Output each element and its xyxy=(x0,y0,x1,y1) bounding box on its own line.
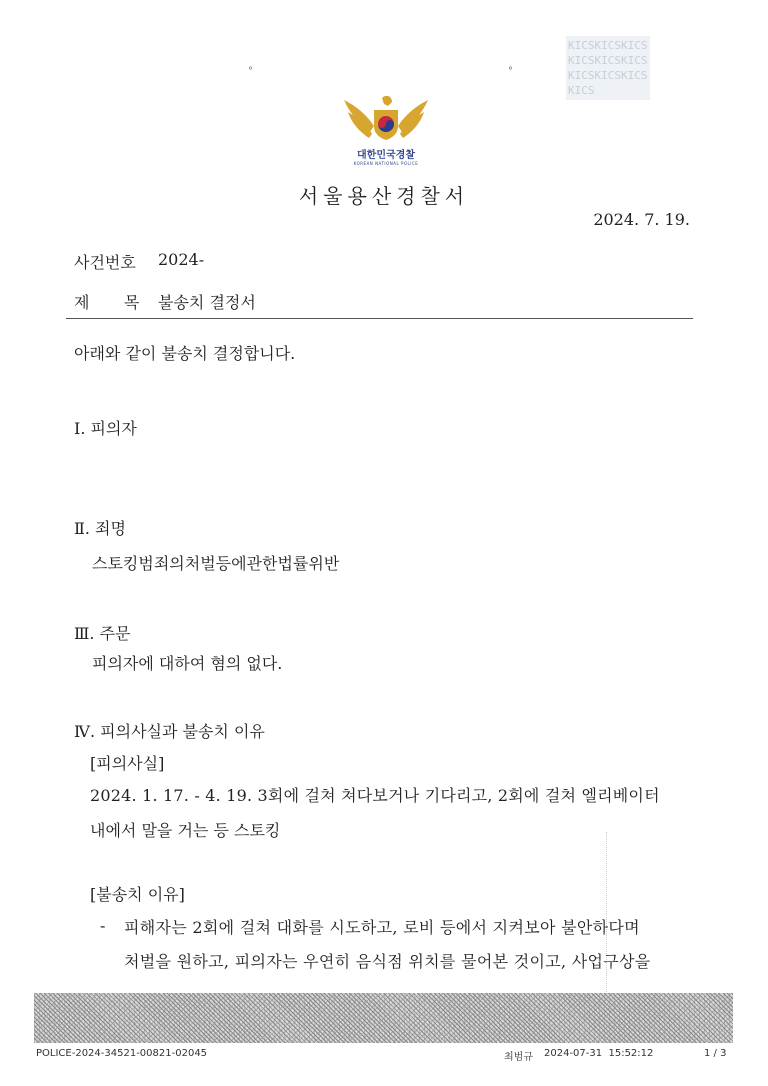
footer-page-number: 1 / 3 xyxy=(704,1048,727,1059)
case-number-value: 2024- xyxy=(158,250,205,269)
facts-label: [피의사실] xyxy=(90,754,165,773)
facts-line-2: 내에서 말을 거는 등 스토킹 xyxy=(90,821,281,840)
emblem-subtitle: KOREAN NATIONAL POLICE xyxy=(353,161,419,166)
facts-line-1: 2024. 1. 17. - 4. 19. 3회에 걸쳐 쳐다보거나 기다리고, 2회에 걸쳐 엘리베이터 xyxy=(90,786,660,805)
emblem-name: 대한민국경찰 xyxy=(357,150,415,161)
section-3-body: 피의자에 대하여 혐의 없다. xyxy=(92,654,283,673)
case-number-label: 사건번호 xyxy=(74,253,136,272)
footer-security-pattern xyxy=(34,993,733,1043)
mark-dot-right: ° xyxy=(508,66,513,77)
header-divider xyxy=(66,318,693,319)
footer-timestamp: 2024-07-31 15:52:12 xyxy=(544,1048,654,1059)
reason-line-1: 피해자는 2회에 걸쳐 대화를 시도하고, 로비 등에서 지켜보아 불안하다며 xyxy=(124,918,640,937)
footer-doc-id: POLICE-2024-34521-00821-02045 xyxy=(36,1048,208,1059)
subject-label-2: 목 xyxy=(124,293,140,312)
reason-label: [불송치 이유] xyxy=(90,885,185,904)
footer-user: 최범규 xyxy=(504,1052,533,1063)
reason-bullet: - xyxy=(100,916,106,935)
subject-label-1: 제 xyxy=(74,293,90,312)
mark-dot-left: ° xyxy=(248,66,253,77)
section-3-heading: Ⅲ. 주문 xyxy=(74,624,131,643)
security-stamp xyxy=(566,36,650,100)
stamp-text: KICSKICSKICSKICSKICSKICSKICSKICSKICSKICS xyxy=(568,39,648,97)
section-4-heading: Ⅳ. 피의사실과 불송치 이유 xyxy=(74,722,265,741)
section-2-body: 스토킹범죄의처벌등에관한법률위반 xyxy=(92,554,340,573)
section-2-heading: Ⅱ. 죄명 xyxy=(74,519,126,538)
intro-text: 아래와 같이 불송치 결정합니다. xyxy=(74,344,296,363)
document-date: 2024. 7. 19. xyxy=(593,210,690,229)
reason-line-2: 처벌을 원하고, 피의자는 우연히 음식점 위치를 물어본 것이고, 사업구상을 xyxy=(124,952,651,971)
office-title: 서울용산경찰서 xyxy=(298,184,470,208)
subject-value: 불송치 결정서 xyxy=(158,293,256,312)
section-1-heading: Ⅰ. 피의자 xyxy=(74,419,137,438)
